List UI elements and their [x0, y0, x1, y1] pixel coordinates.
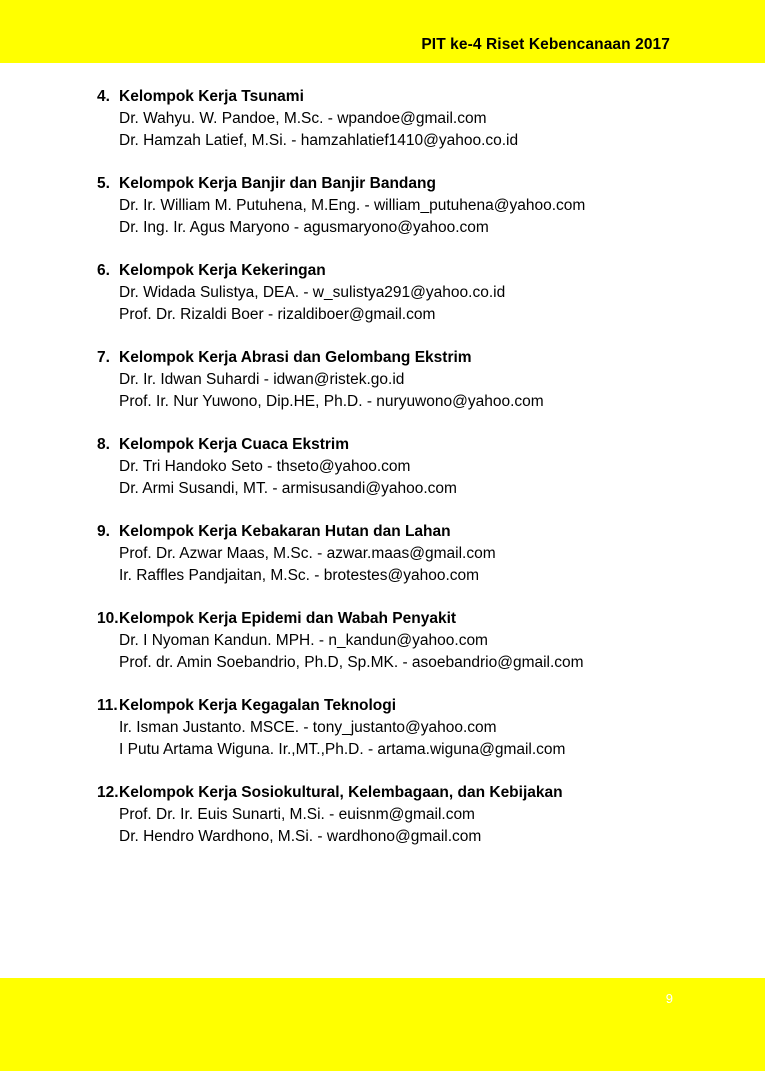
working-group-section — [97, 608, 725, 673]
section-number: 7. — [97, 349, 110, 366]
section-number: 10. — [97, 610, 119, 627]
member-contact-line: Dr. Hendro Wardhono, M.Si. - wardhono@gmail.com — [119, 827, 482, 845]
member-contact-line: Dr. I Nyoman Kandun. MPH. - n_kandun@yahoo.com — [119, 632, 488, 649]
section-heading — [97, 695, 725, 717]
member-contact-line: I Putu Artama Wiguna. Ir.,MT.,Ph.D. - artama.wiguna@gmail.com — [119, 740, 566, 758]
section-members — [97, 195, 725, 238]
section-number: 8. — [97, 436, 110, 453]
working-group-section — [97, 173, 725, 238]
section-heading — [97, 86, 725, 108]
member-contact-line: Ir. Isman Justanto. MSCE. - tony_justanto@yahoo.com — [119, 719, 497, 736]
section-members — [97, 369, 725, 412]
section-title: Kelompok Kerja Epidemi dan Wabah Penyakit — [119, 610, 457, 627]
section-number: 9. — [97, 523, 110, 540]
working-group-section — [97, 260, 725, 325]
member-contact-line: Dr. Widada Sulistya, DEA. - w_sulistya291@yahoo.co.id — [119, 284, 506, 301]
member-contact-line: Ir. Raffles Pandjaitan, M.Sc. - brotestes@yahoo.com — [119, 566, 480, 584]
section-title: Kelompok Kerja Abrasi dan Gelombang Ekstrim — [119, 349, 472, 366]
member-contact-line: Prof. dr. Amin Soebandrio, Ph.D, Sp.MK. - asoebandrio@gmail.com — [119, 653, 584, 671]
section-number: 6. — [97, 262, 110, 279]
section-number: 11. — [97, 697, 118, 714]
section-members — [97, 108, 725, 151]
section-title: Kelompok Kerja Cuaca Ekstrim — [119, 436, 350, 453]
section-title: Kelompok Kerja Banjir dan Banjir Bandang — [119, 175, 436, 192]
member-contact-line: Prof. Dr. Azwar Maas, M.Sc. - azwar.maas@gmail.com — [119, 545, 496, 562]
header-title: PIT ke-4 Riset Kebencanaan 2017 — [421, 36, 670, 53]
member-contact-line: Dr. Ir. William M. Putuhena, M.Eng. - william_putuhena@yahoo.com — [119, 197, 586, 214]
working-group-section — [97, 521, 725, 586]
section-number: 12. — [97, 784, 119, 801]
member-contact-line: Dr. Ing. Ir. Agus Maryono - agusmaryono@yahoo.com — [119, 218, 489, 236]
section-title: Kelompok Kerja Kegagalan Teknologi — [119, 697, 397, 714]
working-group-section — [97, 434, 725, 499]
section-number: 4. — [97, 88, 110, 105]
working-group-section — [97, 347, 725, 412]
member-contact-line: Dr. Tri Handoko Seto - thseto@yahoo.com — [119, 458, 411, 475]
page-number: 9 — [665, 991, 673, 1006]
working-group-section — [97, 782, 725, 847]
section-heading — [97, 782, 725, 804]
member-contact-line: Dr. Ir. Idwan Suhardi - idwan@ristek.go.id — [119, 371, 405, 388]
working-groups-list — [0, 63, 765, 978]
section-members — [97, 282, 725, 325]
section-title: Kelompok Kerja Tsunami — [119, 88, 304, 105]
section-title: Kelompok Kerja Kekeringan — [119, 262, 326, 279]
member-contact-line: Prof. Dr. Rizaldi Boer - rizaldiboer@gmail.com — [119, 305, 436, 323]
section-members — [97, 543, 725, 586]
member-contact-line: Dr. Armi Susandi, MT. - armisusandi@yahoo.com — [119, 479, 457, 497]
section-members — [97, 456, 725, 499]
section-members — [97, 630, 725, 673]
working-group-section — [97, 695, 725, 760]
working-group-section — [97, 86, 725, 151]
footer-band — [0, 978, 765, 1071]
section-heading — [97, 347, 725, 369]
header-band — [0, 0, 765, 63]
section-title: Kelompok Kerja Kebakaran Hutan dan Lahan — [119, 523, 451, 540]
section-heading — [97, 608, 725, 630]
member-contact-line: Dr. Wahyu. W. Pandoe, M.Sc. - wpandoe@gmail.com — [119, 110, 487, 127]
member-contact-line: Prof. Ir. Nur Yuwono, Dip.HE, Ph.D. - nuryuwono@yahoo.com — [119, 392, 544, 410]
section-heading — [97, 173, 725, 195]
section-heading — [97, 521, 725, 543]
section-number: 5. — [97, 175, 110, 192]
section-members — [97, 804, 725, 847]
section-heading — [97, 260, 725, 282]
member-contact-line: Dr. Hamzah Latief, M.Si. - hamzahlatief1410@yahoo.co.id — [119, 131, 519, 149]
section-heading — [97, 434, 725, 456]
section-members — [97, 717, 725, 760]
member-contact-line: Prof. Dr. Ir. Euis Sunarti, M.Si. - euisnm@gmail.com — [119, 806, 475, 823]
section-title: Kelompok Kerja Sosiokultural, Kelembagaan, dan Kebijakan — [119, 784, 563, 801]
